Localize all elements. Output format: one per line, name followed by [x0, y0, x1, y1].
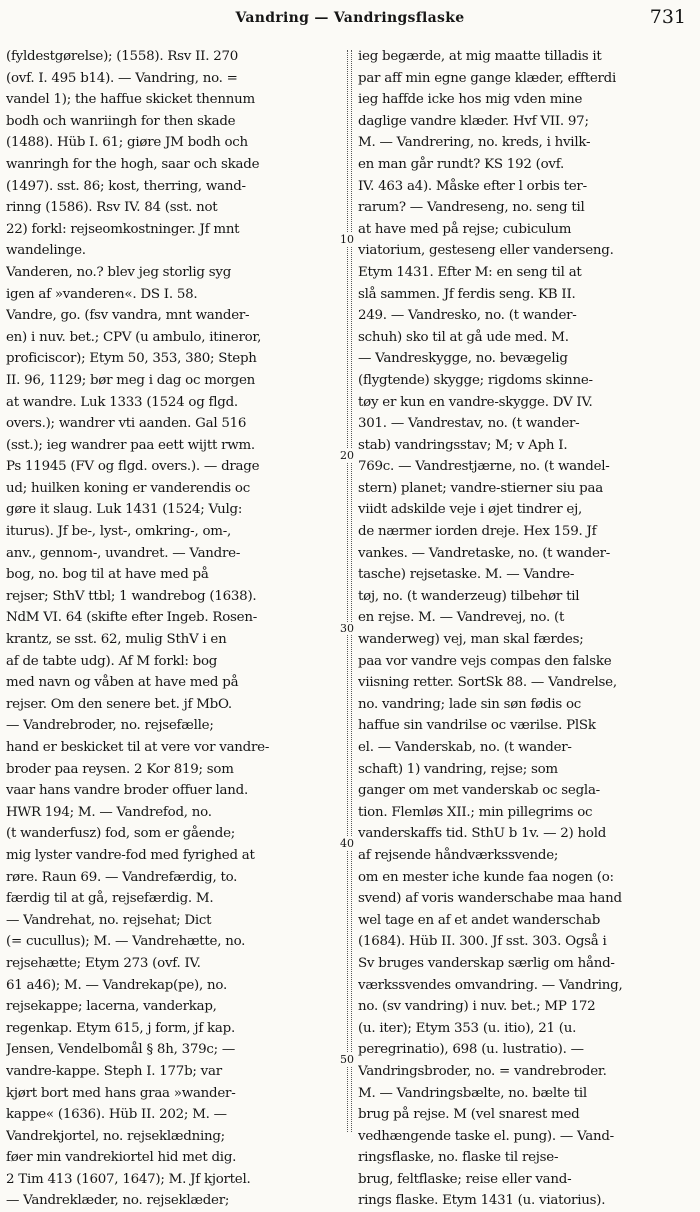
text-line: wel tage en af et andet wanderschab	[358, 912, 601, 928]
text-line: føer min vandrekiortel hid met dig.	[6, 1150, 237, 1166]
text-line: (flygtende) skygge; rigdoms skinne-	[358, 372, 593, 388]
text-line: II. 96, 1129; bør meg i dag oc morgen	[6, 372, 256, 388]
text-line: viidt adskilde veje i øjet tindrer ej,	[358, 502, 583, 518]
text-line: krantz, se sst. 62, mulig SthV i en	[6, 632, 227, 648]
text-line: IV. 463 a4). Måske efter l orbis ter-	[358, 178, 587, 194]
text-line: no. (sv vandring) i nuv. bet.; MP 172	[358, 999, 596, 1015]
text-line: vanderskaffs tid. SthU b 1v. — 2) hold	[358, 826, 607, 842]
margin-line-number: 40	[337, 837, 357, 850]
page-header	[0, 6, 700, 32]
text-line: haffue sin vandrilse oc værilse. PlSk	[358, 718, 596, 734]
text-line: 22) forkl: rejseomkostninger. Jf mnt	[6, 221, 240, 237]
text-line: med navn og våben at have med på	[6, 675, 239, 691]
text-line: om en mester iche kunde faa nogen (o:	[358, 869, 614, 885]
text-line: anv., gennom-, uvandret. — Vandre-	[6, 545, 241, 561]
text-line: 301. — Vandrestav, no. (t wander-	[358, 416, 580, 432]
text-line: bodh och wanriingh for then skade	[6, 113, 236, 129]
text-line: Jensen, Vendelbomål § 8h, 379c; —	[6, 1042, 236, 1058]
text-line: (ovf. I. 495 b14). — Vandring, no. =	[6, 70, 238, 86]
text-line: brug, feltflaske; reise eller vand-	[358, 1171, 572, 1187]
text-line: schuh) sko til at gå ude med. M.	[358, 329, 569, 345]
text-line: svend) af voris wanderschabe maa hand	[358, 891, 622, 907]
margin-line-number: 20	[337, 449, 357, 462]
text-line: rinng (1586). Rsv IV. 84 (sst. not	[6, 200, 218, 216]
column-divider	[347, 50, 348, 1132]
text-line: de nærmer iorden dreje. Hex 159. Jf	[358, 524, 597, 540]
text-line: vankes. — Vandretaske, no. (t wander-	[358, 545, 611, 561]
text-line: (u. iter); Etym 353 (u. itio), 21 (u.	[358, 1020, 577, 1036]
text-line: iturus). Jf be-, lyst-, omkring-, om-,	[6, 524, 232, 540]
text-line: — Vandrehat, no. rejsehat; Dict	[6, 912, 212, 928]
text-line: Vanderen, no.? blev jeg storlig syg	[6, 264, 232, 280]
margin-line-number: 10	[337, 233, 357, 246]
text-line: Vandre, go. (fsv vandra, mnt wander-	[6, 308, 250, 324]
margin-line-number: 30	[337, 622, 357, 635]
text-line: rarum? — Vandreseng, no. seng til	[358, 200, 585, 216]
text-line: kappe« (1636). Hüb II. 202; M. —	[6, 1107, 227, 1123]
margin-line-number: 50	[337, 1053, 357, 1066]
text-line: ud; huilken koning er vanderendis oc	[6, 480, 250, 496]
text-line: par aff min egne gange klæder, effterdi	[358, 70, 617, 86]
text-line: (1497). sst. 86; kost, therring, wand-	[6, 178, 246, 194]
page-number: 731	[649, 6, 686, 28]
text-line: no. vandring; lade sin søn fødis oc	[358, 696, 582, 712]
text-line: rings flaske. Etym 1431 (u. viatorius).	[358, 1193, 606, 1209]
text-line: (fyldestgørelse); (1558). Rsv II. 270	[6, 49, 239, 64]
text-line: at have med på rejse; cubiculum	[358, 221, 572, 237]
text-line: Vandringsbroder, no. = vandrebroder.	[358, 1063, 607, 1079]
text-line: wanderweg) vej, man skal færdes;	[358, 632, 584, 648]
text-line: Vandrekjortel, no. rejseklædning;	[6, 1128, 225, 1144]
text-line: tasche) rejsetaske. M. — Vandre-	[358, 567, 575, 583]
text-line: (1488). Hüb I. 61; giøre JM bodh och	[6, 135, 248, 151]
text-line: broder paa reysen. 2 Kor 819; som	[6, 761, 234, 777]
text-line: schaft) 1) vandring, rejse; som	[358, 761, 558, 777]
text-line: NdM VI. 64 (skifte efter Ingeb. Rosen-	[6, 610, 257, 626]
text-line: (sst.); ieg wandrer paa eett wijtt rwm.	[6, 437, 255, 453]
running-head: Vandring — Vandringsflaske	[235, 10, 465, 26]
text-line: en rejse. M. — Vandrevej, no. (t	[358, 610, 565, 626]
text-line: el. — Vanderskab, no. (t wander-	[358, 740, 572, 755]
right-column	[358, 46, 692, 1212]
text-line: HWR 194; M. — Vandrefod, no.	[6, 804, 212, 820]
text-line: (= cucullus); M. — Vandrehætte, no.	[6, 934, 246, 950]
text-line: hand er beskicket til at vere vor vandre-	[6, 740, 270, 755]
text-line: rejsehætte; Etym 273 (ovf. IV.	[6, 955, 201, 971]
text-line: ganger om met vanderskab oc segla-	[358, 783, 600, 799]
text-line: M. — Vandringsbælte, no. bælte til	[358, 1085, 587, 1101]
text-line: — Vandreskygge, no. bevægelig	[358, 351, 568, 367]
text-line: proficiscor); Etym 50, 353, 380; Steph	[6, 351, 257, 367]
text-line: 249. — Vandresko, no. (t wander-	[358, 308, 577, 324]
text-line: mig lyster vandre-fod med fyrighed at	[6, 847, 255, 863]
text-line: vedhængende taske el. pung). — Vand-	[358, 1128, 614, 1144]
column-divider	[351, 50, 352, 1132]
text-line: (t wanderfusz) fod, som er gående;	[6, 826, 236, 842]
text-line: røre. Raun 69. — Vandrefærdig, to.	[6, 869, 238, 885]
text-line: at wandre. Luk 1333 (1524 og flgd.	[6, 394, 238, 410]
text-line: ieg haffde icke hos mig vden mine	[358, 92, 583, 108]
text-line: Sv bruges vanderskap særlig om hånd-	[358, 955, 615, 971]
text-line: en man går rundt? KS 192 (ovf.	[358, 156, 564, 172]
text-line: rejser. Om den senere bet. jf MbO.	[6, 696, 232, 712]
text-line: vandel 1); the haffue skicket thennum	[6, 92, 255, 108]
text-line: tøj, no. (t wanderzeug) tilbehør til	[358, 588, 580, 604]
text-line: værkssvendes omvandring. — Vandring,	[358, 977, 623, 993]
text-line: M. — Vandrering, no. kreds, i hvilk-	[358, 135, 591, 151]
text-line: bog, no. bog til at have med på	[6, 567, 209, 583]
text-line: slå sammen. Jf ferdis seng. KB II.	[358, 286, 576, 302]
text-line: — Vandrebroder, no. rejsefælle;	[6, 718, 214, 734]
text-line: ringsflaske, no. flaske til rejse-	[358, 1150, 559, 1166]
text-line: gøre it slaug. Luk 1431 (1524; Vulg:	[6, 502, 243, 518]
text-line: tøy er kun en vandre-skygge. DV IV.	[358, 394, 593, 410]
text-line: brug på rejse. M (vel snarest med	[358, 1107, 580, 1123]
text-line: overs.); wandrer vti aanden. Gal 516	[6, 416, 247, 432]
text-line: rejser; SthV ttbl; 1 wandrebog (1638).	[6, 588, 257, 604]
text-line: daglige vandre klæder. Hvf VII. 97;	[358, 113, 589, 129]
left-column	[6, 46, 326, 1212]
text-line: (1684). Hüb II. 300. Jf sst. 303. Også i	[358, 934, 607, 950]
text-line: viisning retter. SortSk 88. — Vandrelse,	[358, 675, 617, 691]
text-line: tion. Flemløs XII.; min pillegrims oc	[358, 804, 593, 820]
text-line: af rejsende håndværkssvende;	[358, 847, 559, 863]
text-line: — Vandreklæder, no. rejseklæder;	[6, 1193, 230, 1209]
text-line: peregrinatio), 698 (u. lustratio). —	[358, 1042, 584, 1058]
text-line: Etym 1431. Efter M: en seng til at	[358, 264, 582, 280]
text-line: ieg begærde, at mig maatte tilladis it	[358, 49, 602, 64]
text-line: wanringh for the hogh, saar och skade	[6, 156, 260, 172]
text-line: paa vor vandre vejs compas den falske	[358, 653, 612, 669]
text-line: færdig til at gå, rejsefærdig. M.	[6, 891, 214, 907]
text-line: stern) planet; vandre-stierner siu paa	[358, 480, 603, 496]
text-line: kjørt bort med hans graa »wander-	[6, 1085, 236, 1101]
text-line: viatorium, gesteseng eller vanderseng.	[358, 243, 614, 259]
text-line: vaar hans vandre broder offuer land.	[6, 783, 248, 799]
text-line: igen af »vanderen«. DS I. 58.	[6, 286, 198, 302]
text-line: 61 a46); M. — Vandrekap(pe), no.	[6, 977, 227, 993]
text-line: af de tabte udg). Af M forkl: bog	[6, 653, 218, 669]
text-line: Ps 11945 (FV og flgd. overs.). — drage	[6, 459, 260, 475]
text-line: 769c. — Vandrestjærne, no. (t wandel-	[358, 459, 610, 475]
text-line: vandre-kappe. Steph I. 177b; var	[6, 1063, 222, 1079]
text-line: stab) vandringsstav; M; v Aph I.	[358, 437, 568, 453]
text-line: rejsekappe; lacerna, vanderkap,	[6, 999, 217, 1015]
text-line: 2 Tim 413 (1607, 1647); M. Jf kjortel.	[6, 1171, 251, 1187]
text-line: wandelinge.	[6, 243, 86, 259]
text-line: en) i nuv. bet.; CPV (u ambulo, itineror,	[6, 329, 262, 345]
text-line: regenkap. Etym 615, j form, jf kap.	[6, 1020, 235, 1036]
